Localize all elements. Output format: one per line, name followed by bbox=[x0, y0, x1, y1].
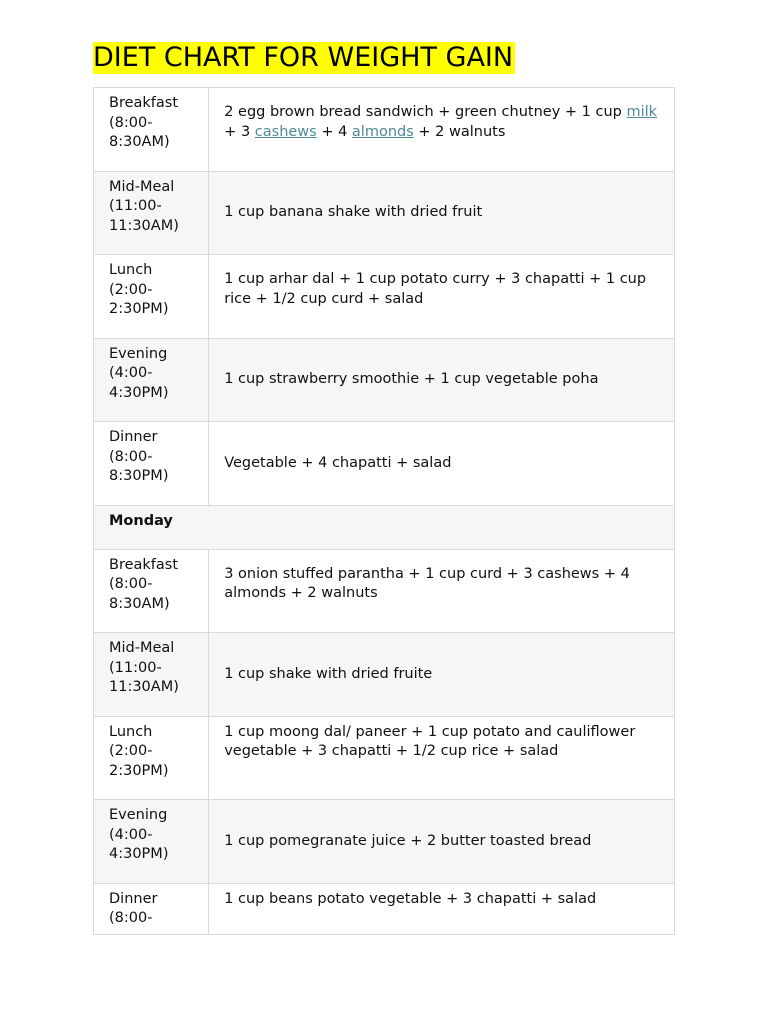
day-heading: Monday bbox=[94, 505, 675, 549]
meal-time: (8:00-8:30PM) bbox=[109, 448, 169, 484]
almonds-link[interactable]: almonds bbox=[351, 123, 414, 140]
table-row bbox=[94, 883, 675, 934]
table-row bbox=[94, 422, 675, 506]
meal-time: (8:00- bbox=[109, 910, 153, 926]
meal-time-cell bbox=[94, 422, 209, 506]
meal-food-cell: 1 cup pomegranate juice + 2 butter toasted bread bbox=[209, 800, 675, 884]
meal-time-cell bbox=[94, 88, 209, 172]
table-row-day bbox=[94, 505, 675, 549]
meal-name: Breakfast bbox=[109, 95, 179, 111]
meal-name: Lunch bbox=[109, 262, 153, 278]
table-row bbox=[94, 171, 675, 255]
cashews-link[interactable]: cashews bbox=[254, 123, 317, 140]
meal-time-cell bbox=[94, 171, 209, 255]
table-row bbox=[94, 800, 675, 884]
meal-food-cell: 3 onion stuffed parantha + 1 cup curd + 3 cashews + 4 almonds + 2 walnuts bbox=[209, 549, 675, 633]
meal-name: Dinner bbox=[109, 429, 158, 445]
meal-time: (4:00-4:30PM) bbox=[109, 365, 169, 401]
meal-food-cell bbox=[209, 88, 675, 172]
meal-name: Mid-Meal bbox=[109, 640, 175, 656]
meal-time-cell bbox=[94, 338, 209, 422]
milk-link[interactable]: milk bbox=[626, 104, 658, 120]
table-row bbox=[94, 633, 675, 717]
page-title: DIET CHART FOR WEIGHT GAIN bbox=[93, 42, 514, 73]
food-text: + 2 walnuts bbox=[413, 123, 506, 140]
meal-food-cell: 1 cup beans potato vegetable + 3 chapatti + salad bbox=[209, 883, 675, 934]
table-row bbox=[94, 716, 675, 800]
meal-name: Mid-Meal bbox=[109, 178, 175, 195]
meal-time: (4:00-4:30PM) bbox=[109, 826, 169, 862]
meal-time-cell bbox=[94, 716, 209, 800]
meal-food-cell: 1 cup strawberry smoothie + 1 cup vegetable poha bbox=[209, 338, 675, 422]
table-row bbox=[94, 338, 675, 422]
food-text: + 3 bbox=[224, 123, 255, 140]
meal-food-cell: Vegetable + 4 chapatti + salad bbox=[209, 422, 675, 506]
meal-time: (11:00-11:30AM) bbox=[109, 659, 179, 695]
meal-name: Evening bbox=[109, 345, 168, 362]
meal-food-cell: 1 cup arhar dal + 1 cup potato curry + 3 chapatti + 1 cup rice + 1/2 cup curd + salad bbox=[209, 255, 675, 339]
meal-time-cell bbox=[94, 800, 209, 884]
meal-time: (2:00-2:30PM) bbox=[109, 743, 169, 779]
meal-time-cell bbox=[94, 255, 209, 339]
meal-name: Breakfast bbox=[109, 556, 179, 573]
meal-food-cell: 1 cup moong dal/ paneer + 1 cup potato and cauliflower vegetable + 3 chapatti + 1/2 cup rice + salad bbox=[209, 716, 675, 800]
meal-food-cell: 1 cup shake with dried fruite bbox=[209, 633, 675, 717]
table-row bbox=[94, 549, 675, 633]
table-row bbox=[94, 255, 675, 339]
meal-name: Evening bbox=[109, 807, 168, 823]
meal-time: (2:00-2:30PM) bbox=[109, 281, 169, 317]
meal-time: (8:00-8:30AM) bbox=[109, 114, 170, 150]
meal-time: (11:00-11:30AM) bbox=[109, 198, 179, 234]
meal-food-cell: 1 cup banana shake with dried fruit bbox=[209, 171, 675, 255]
meal-name: Lunch bbox=[109, 723, 153, 740]
meal-time-cell bbox=[94, 883, 209, 934]
meal-time: (8:00-8:30AM) bbox=[109, 576, 170, 612]
table-row bbox=[94, 88, 675, 172]
food-text: 2 egg brown bread sandwich + green chutney + 1 cup bbox=[224, 104, 627, 120]
meal-time-cell bbox=[94, 633, 209, 717]
meal-name: Dinner bbox=[109, 890, 158, 907]
food-text: + 4 bbox=[316, 123, 352, 140]
meal-time-cell bbox=[94, 549, 209, 633]
diet-table bbox=[93, 87, 675, 935]
